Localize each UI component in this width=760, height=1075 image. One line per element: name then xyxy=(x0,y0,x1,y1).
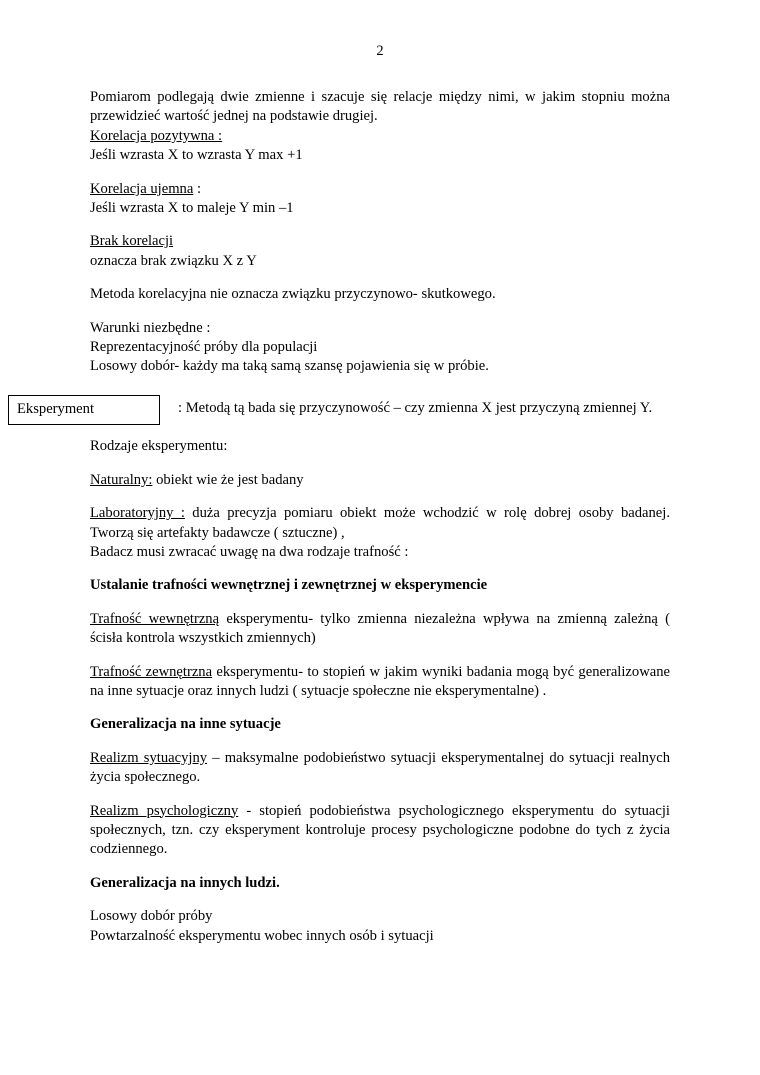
label-psychological-realism: Realizm psychologiczny xyxy=(90,802,239,819)
text-psychological-realism xyxy=(90,802,670,860)
text-experiment-definition: : Metodą tą bada się przyczynowość – czy zmienna X jest przyczyną zmiennej Y. xyxy=(178,399,653,416)
heading-conditions: Warunki niezbędne : xyxy=(90,319,211,336)
label-natural-experiment: Naturalny: xyxy=(90,471,153,488)
paragraph-intro: Pomiarom podlegają dwie zmienne i szacuje się relacje między nimi, w jakim stopniu można przewidzieć wartość jednej na podstawie drugiej. xyxy=(90,89,670,125)
heading-generalization-situations: Generalizacja na inne sytuacje xyxy=(90,716,281,733)
heading-positive-correlation: Korelacja pozytywna : xyxy=(90,127,223,144)
document-body xyxy=(17,88,670,946)
text-lab-experiment-note: Badacz musi zwracać uwagę na dwa rodzaje trafność : xyxy=(90,543,409,560)
desc-psychological-realism: - stopień podobieństwa psychologicznego eksperymentu do sytuacji społecznych, tzn. czy eksperyment kontroluje procesy psychologiczne podobne do tych z życia codziennego. xyxy=(90,802,670,858)
text-conditions-line1: Reprezentacyjność próby dla populacji xyxy=(90,339,318,356)
heading-experiment-types: Rodzaje eksperymentu: xyxy=(90,438,228,455)
text-people-line2: Powtarzalność eksperymentu wobec innych osób i sytuacji xyxy=(90,927,434,944)
desc-lab-experiment: duża precyzja pomiaru obiekt może wchodzić w rolę dobrej osoby badanej. Tworzą się artefakty badawcze ( sztuczne) , xyxy=(90,505,670,541)
label-internal-validity: Trafność wewnętrzną xyxy=(90,610,220,627)
experiment-section xyxy=(17,399,670,418)
desc-natural-experiment: obiekt wie że jest badany xyxy=(152,471,304,488)
heading-validity: Ustalanie trafności wewnętrznej i zewnętrznej w eksperymencie xyxy=(90,577,488,594)
desc-situational-realism: – maksymalne podobieństwo sytuacji eksperymentalnej do sytuacji realnych życia społecznego. xyxy=(90,749,670,786)
heading-negative-correlation-label: Korelacja ujemna xyxy=(90,180,194,197)
page-number: 2 xyxy=(376,43,384,59)
text-external-validity xyxy=(90,663,670,702)
label-lab-experiment: Laboratoryjny : xyxy=(90,505,185,522)
text-positive-correlation: Jeśli wzrasta X to wzrasta Y max +1 xyxy=(90,147,303,164)
heading-generalization-people: Generalizacja na innych ludzi. xyxy=(90,874,280,891)
label-external-validity: Trafność zewnętrzna xyxy=(90,663,213,680)
text-situational-realism xyxy=(90,749,670,788)
heading-negative-correlation xyxy=(90,180,670,199)
text-conditions-line2: Losowy dobór- każdy ma taką samą szansę pojawienia się w próbie. xyxy=(90,358,489,375)
text-method-note: Metoda korelacyjna nie oznacza związku przyczynowo- skutkowego. xyxy=(90,286,496,303)
heading-negative-correlation-suffix: : xyxy=(193,180,202,197)
text-no-correlation: oznacza brak związku X z Y xyxy=(90,252,257,269)
text-people-line1: Losowy dobór próby xyxy=(90,908,213,925)
text-negative-correlation: Jeśli wzrasta X to maleje Y min –1 xyxy=(90,200,294,217)
desc-external-validity: eksperymentu- to stopień w jakim wyniki badania mogą być generalizowane na inne sytuacje oraz innych ludzi ( sytuacje społeczne nie eksperymentalne) . xyxy=(90,663,670,699)
experiment-box-label: Eksperyment xyxy=(8,395,160,425)
text-natural-experiment xyxy=(90,471,670,490)
text-internal-validity xyxy=(90,610,670,649)
text-lab-experiment xyxy=(90,504,670,543)
desc-internal-validity: eksperymentu- tylko zmienna niezależna wpływa na zmienną zależną ( ścisła kontrola wszystkich zmiennych) xyxy=(90,610,670,647)
label-situational-realism: Realizm sytuacyjny xyxy=(90,749,208,766)
heading-no-correlation: Brak korelacji xyxy=(90,233,174,250)
